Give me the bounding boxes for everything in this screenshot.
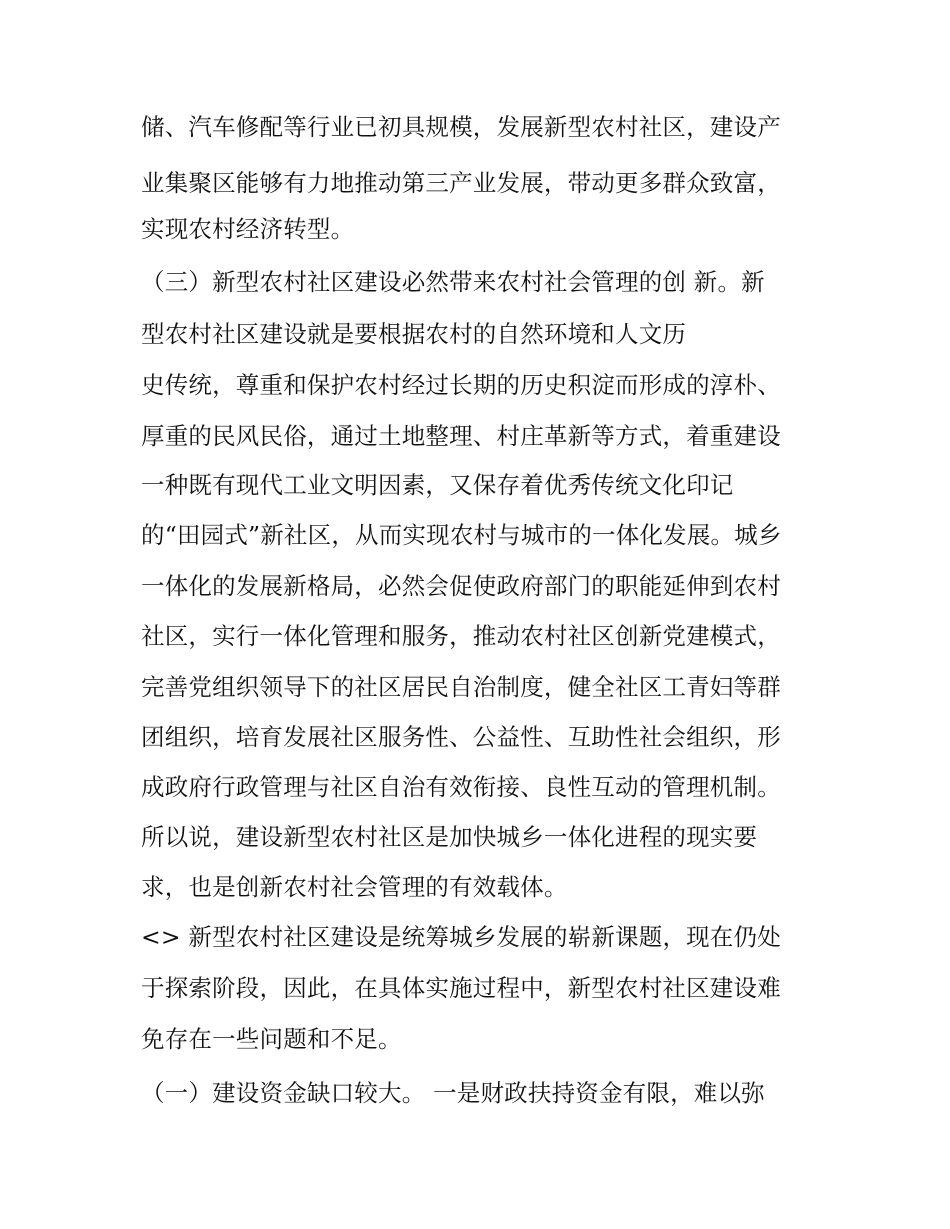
text-line: 所以说，建设新型农村社区是加快城乡一体化进程的现实要 xyxy=(141,823,758,851)
text-line: 一种既有现代工业文明因素，又保存着优秀传统文化印记 xyxy=(141,471,734,499)
text-line: 的“田园式”新社区，从而实现农村与城市的一体化发展。城乡 xyxy=(141,521,782,549)
text-line: （一）建设资金缺口较大。 一是财政扶持资金有限，难以弥 xyxy=(141,1079,765,1107)
text-line: 团组织，培育发展社区服务性、公益性、互助性社会组织，形 xyxy=(141,723,781,751)
text-line: 于探索阶段，因此，在具体实施过程中，新型农村社区建设难 xyxy=(141,974,781,1002)
text-line: （三）新型农村社区建设必然带来农村社会管理的创 新。新 xyxy=(141,268,765,296)
text-line: 业集聚区能够有力地推动第三产业发展，带动更多群众致富， xyxy=(141,169,781,197)
text-line: 史传统，尊重和保护农村经过长期的历史积淀而形成的淳朴、 xyxy=(141,371,781,399)
text-line: 实现农村经济转型。 xyxy=(141,215,355,243)
text-line: 社区，实行一体化管理和服务，推动农村社区创新党建模式， xyxy=(141,622,781,650)
text-line: 免存在一些问题和不足。 xyxy=(141,1025,402,1053)
text-line: 一体化的发展新格局，必然会促使政府部门的职能延伸到农村 xyxy=(141,572,781,600)
text-line: 储、汽车修配等行业已初具规模，发展新型农村社区，建设产 xyxy=(141,113,781,141)
text-line: <> 新型农村社区建设是统筹城乡发展的崭新课题，现在仍处 xyxy=(141,923,781,951)
text-line: 求，也是创新农村社会管理的有效载体。 xyxy=(141,873,568,901)
text-line: 完善党组织领导下的社区居民自治制度，健全社区工青妇等群 xyxy=(141,673,781,701)
text-line: 型农村社区建设就是要根据农村的自然环境和人文历 xyxy=(141,320,687,348)
text-line: 成政府行政管理与社区自治有效衔接、良性互动的管理机制。 xyxy=(141,773,781,801)
text-line: 厚重的民风民俗，通过土地整理、村庄革新等方式，着重建设 xyxy=(141,422,781,450)
